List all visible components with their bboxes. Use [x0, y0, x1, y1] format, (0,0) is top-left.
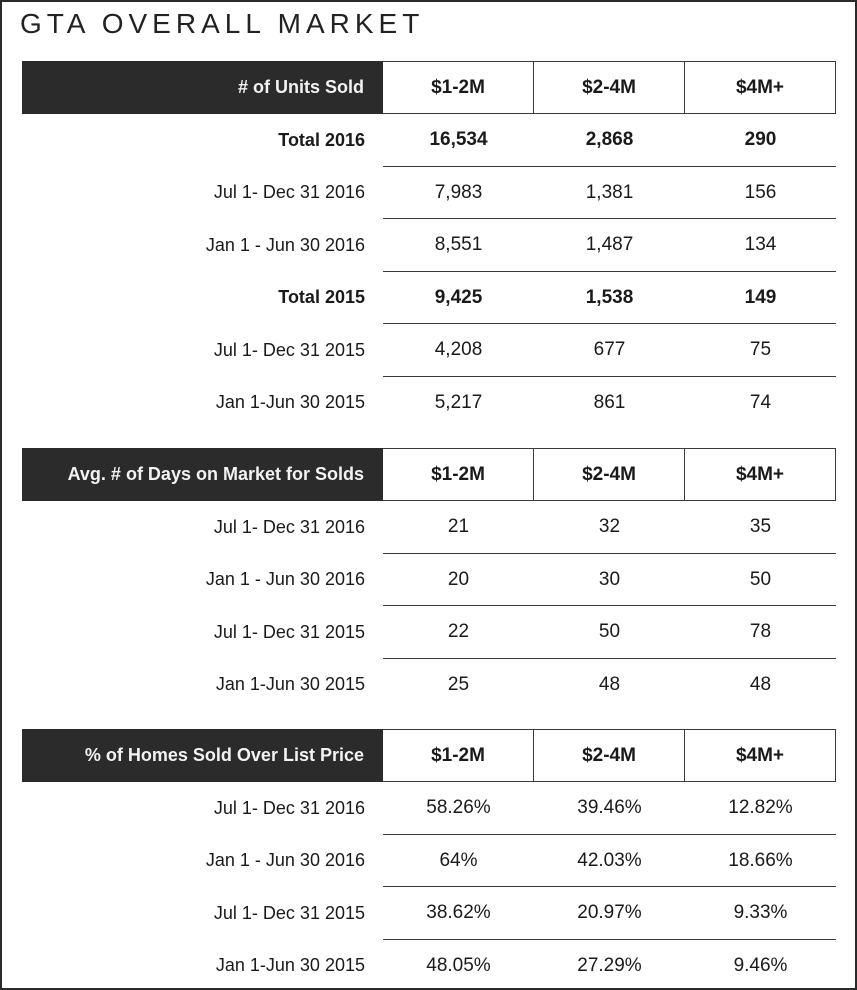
table-row — [22, 782, 836, 835]
cell-value: 42.03% — [577, 849, 642, 871]
cell-value: 9,425 — [434, 286, 483, 308]
cell-value: 75 — [749, 339, 772, 361]
column-header: $1-2M — [383, 729, 534, 782]
cell-value: 21 — [447, 516, 470, 538]
row-label: Jul 1- Dec 31 2016 — [213, 797, 365, 818]
table-row — [22, 219, 836, 272]
cell-value: 8,551 — [434, 234, 483, 256]
row-label: Jul 1- Dec 31 2016 — [213, 516, 365, 537]
table-row — [22, 940, 836, 990]
section-label: % of Homes Sold Over List Price — [22, 729, 383, 782]
table-row — [22, 324, 836, 377]
cell-value: 4,208 — [434, 339, 483, 361]
cell-value: 2,868 — [585, 129, 634, 151]
cell-value: 1,487 — [585, 234, 634, 256]
cell-value: 48 — [598, 673, 621, 695]
row-label: Jan 1-Jun 30 2015 — [215, 955, 365, 976]
column-header: $1-2M — [383, 448, 534, 501]
column-header: $2-4M — [534, 729, 685, 782]
cell-value: 74 — [749, 391, 772, 413]
table-header — [22, 729, 836, 782]
cell-value: 9.33% — [733, 902, 788, 924]
cell-value: 38.62% — [426, 902, 491, 924]
cell-value: 78 — [749, 621, 772, 643]
table-header — [22, 61, 836, 114]
cell-value: 677 — [593, 339, 626, 361]
column-header: $4M+ — [685, 729, 836, 782]
column-header: $1-2M — [383, 61, 534, 114]
column-header: $2-4M — [534, 448, 685, 501]
days-on-market-table — [22, 448, 836, 711]
cell-value: 1,381 — [585, 181, 634, 203]
row-label: Jul 1- Dec 31 2015 — [213, 339, 365, 360]
table-row — [22, 167, 836, 220]
cell-value: 7,983 — [434, 181, 483, 203]
table-row — [22, 887, 836, 940]
cell-value: 18.66% — [728, 849, 793, 871]
cell-value: 149 — [744, 286, 777, 308]
section-label: # of Units Sold — [22, 61, 383, 114]
row-label: Jan 1 - Jun 30 2016 — [205, 850, 365, 871]
cell-value: 39.46% — [577, 797, 642, 819]
row-label: Jul 1- Dec 31 2015 — [213, 621, 365, 642]
cell-value: 1,538 — [585, 286, 634, 308]
cell-value: 290 — [744, 129, 777, 151]
table-row — [22, 659, 836, 712]
column-header: $2-4M — [534, 61, 685, 114]
cell-value: 50 — [598, 621, 621, 643]
over-list-price-table — [22, 729, 836, 990]
units-sold-table — [22, 61, 836, 429]
row-label: Jan 1 - Jun 30 2016 — [205, 234, 365, 255]
cell-value: 12.82% — [728, 797, 793, 819]
column-header: $4M+ — [685, 61, 836, 114]
table-row — [22, 272, 836, 325]
cell-value: 50 — [749, 568, 772, 590]
page-title: GTA OVERALL MARKET — [20, 8, 425, 39]
section-label: Avg. # of Days on Market for Solds — [22, 448, 383, 501]
table-row — [22, 501, 836, 554]
row-label: Total 2015 — [278, 287, 365, 308]
cell-value: 25 — [447, 673, 470, 695]
table-row — [22, 835, 836, 888]
cell-value: 20 — [447, 568, 470, 590]
row-label: Total 2016 — [278, 129, 365, 150]
row-label: Jul 1- Dec 31 2015 — [213, 902, 365, 923]
column-header: $4M+ — [685, 448, 836, 501]
table-row — [22, 114, 836, 167]
table-row — [22, 554, 836, 607]
cell-value: 64% — [439, 849, 478, 871]
cell-value: 30 — [598, 568, 621, 590]
table-row — [22, 377, 836, 430]
cell-value: 156 — [744, 181, 777, 203]
table-row — [22, 606, 836, 659]
cell-value: 9.46% — [733, 954, 788, 976]
row-label: Jan 1-Jun 30 2015 — [215, 392, 365, 413]
cell-value: 16,534 — [429, 129, 488, 151]
cell-value: 48.05% — [426, 954, 491, 976]
cell-value: 35 — [749, 516, 772, 538]
table-header — [22, 448, 836, 501]
row-label: Jul 1- Dec 31 2016 — [213, 182, 365, 203]
cell-value: 22 — [447, 621, 470, 643]
cell-value: 5,217 — [434, 391, 483, 413]
cell-value: 134 — [744, 234, 777, 256]
cell-value: 32 — [598, 516, 621, 538]
cell-value: 861 — [593, 391, 626, 413]
cell-value: 48 — [749, 673, 772, 695]
row-label: Jan 1-Jun 30 2015 — [215, 674, 365, 695]
cell-value: 58.26% — [426, 797, 491, 819]
row-label: Jan 1 - Jun 30 2016 — [205, 569, 365, 590]
cell-value: 20.97% — [577, 902, 642, 924]
cell-value: 27.29% — [577, 954, 642, 976]
